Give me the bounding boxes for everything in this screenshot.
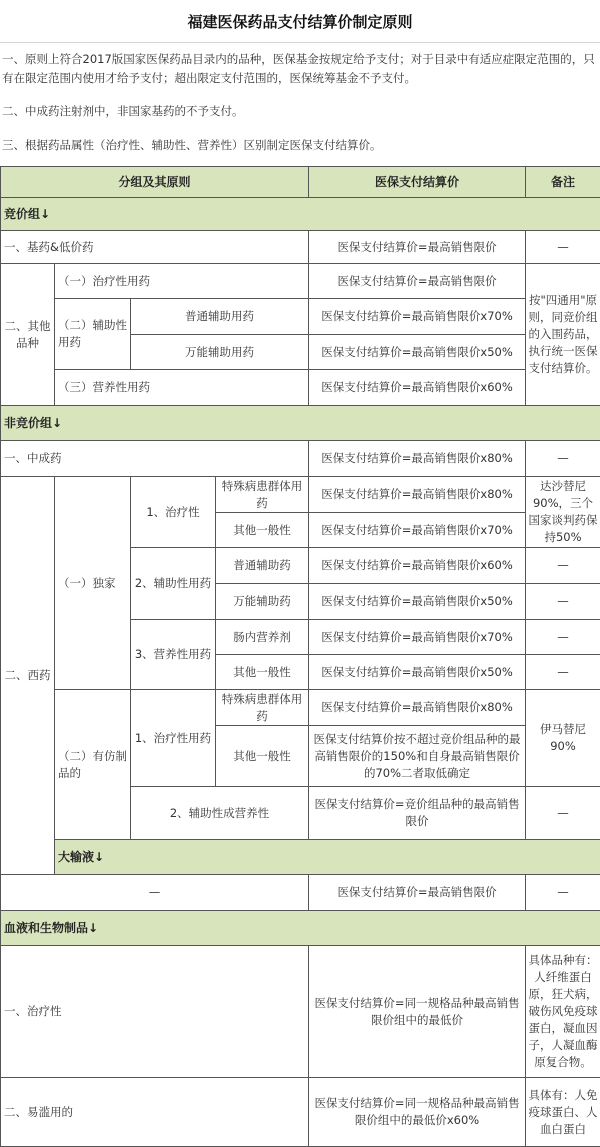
header-remark: 备注 <box>526 167 600 198</box>
row-price: 医保支付结算价=同一规格品种最高销售限价组中的最低价x60% <box>309 1078 526 1147</box>
group-row-blood <box>1 911 600 946</box>
row-label: 2、辅助性成营养性 <box>131 787 309 840</box>
row-remark: 达沙替尼90%，三个国家谈判药保持50% <box>526 477 600 548</box>
table-row <box>1 441 600 477</box>
row-label: 其他一般性 <box>216 655 309 690</box>
row-remark: — <box>526 548 600 584</box>
row-label: 二、西药 <box>1 477 55 875</box>
row-remark: — <box>526 620 600 655</box>
row-label: 特殊病患群体用药 <box>216 690 309 726</box>
row-label: 一、基药&低价药 <box>1 231 309 264</box>
table-header-row <box>1 167 600 198</box>
row-label: 其他一般性 <box>216 726 309 787</box>
row-price: 医保支付结算价按不超过竞价组品种的最高销售限价的150%和自身最高销售限价的70%二者取低确定 <box>309 726 526 787</box>
row-price: 医保支付结算价=最高销售限价 <box>309 875 526 911</box>
row-label: 其他一般性 <box>216 513 309 548</box>
group-label: 非竞价组↓ <box>1 406 600 441</box>
row-price: 医保支付结算价=最高销售限价x80% <box>309 441 526 477</box>
row-remark: — <box>526 584 600 620</box>
row-remark: 伊马替尼90% <box>526 690 600 787</box>
table-row <box>1 477 600 513</box>
intro-paragraph-2: 二、中成药注射剂中，非国家基药的不予支付。 <box>2 104 244 118</box>
row-price: 医保支付结算价=最高销售限价 <box>309 264 526 299</box>
row-remark: — <box>526 655 600 690</box>
row-price: 医保支付结算价=最高销售限价x80% <box>309 690 526 726</box>
row-remark: 具体品种有：人纤维蛋白原，狂犬病，破伤风免疫球蛋白，凝血因子，人凝血酶原复合物。 <box>526 946 600 1078</box>
row-label: — <box>1 875 309 911</box>
table-row <box>1 231 600 264</box>
row-label: （二）有仿制品的 <box>55 690 131 840</box>
row-label: 万能辅助药 <box>216 584 309 620</box>
row-remark: — <box>526 787 600 840</box>
row-label: 1、治疗性用药 <box>131 690 216 787</box>
header-settlement-price: 医保支付结算价 <box>309 167 526 198</box>
row-label: 3、营养性用药 <box>131 620 216 690</box>
row-label: 普通辅助药 <box>216 548 309 584</box>
group-row-bidding <box>1 198 600 231</box>
row-label: （二）辅助性用药 <box>55 299 131 370</box>
row-price: 医保支付结算价=最高销售限价x70% <box>309 620 526 655</box>
row-label: 普通辅助用药 <box>131 299 309 335</box>
row-label: 1、治疗性 <box>131 477 216 548</box>
group-row-infusion <box>1 840 600 875</box>
row-label: 万能辅助用药 <box>131 335 309 370</box>
pricing-table <box>0 166 600 1147</box>
row-remark: 按"四通用"原则，同竞价组的入围药品，执行统一医保支付结算价。 <box>526 264 600 406</box>
row-price: 医保支付结算价=最高销售限价x80% <box>309 477 526 513</box>
group-label: 大输液↓ <box>55 840 600 875</box>
row-label: 二、其他品种 <box>1 264 55 406</box>
group-row-non-bidding <box>1 406 600 441</box>
row-label: 特殊病患群体用药 <box>216 477 309 513</box>
page-title: 福建医保药品支付结算价制定原则 <box>0 0 600 43</box>
row-price: 医保支付结算价=最高销售限价x50% <box>309 655 526 690</box>
group-label: 血液和生物制品↓ <box>1 911 600 946</box>
row-price: 医保支付结算价=最高销售限价x50% <box>309 584 526 620</box>
header-group-principle: 分组及其原则 <box>1 167 309 198</box>
table-row <box>1 690 600 726</box>
row-label: 一、治疗性 <box>1 946 309 1078</box>
intro-paragraph-1: 一、原则上符合2017版国家医保药品目录内的品种，医保基金按规定给予支付；对于目录中有适应症限定范围的，只有在限定范围内使用才给予支付；超出限定支付范围的，医保统筹基金不予支付。 <box>2 52 595 85</box>
row-label: （一）独家 <box>55 477 131 690</box>
group-label: 竞价组↓ <box>1 198 600 231</box>
row-price: 医保支付结算价=最高销售限价x60% <box>309 370 526 406</box>
row-label: （三）营养性用药 <box>55 370 309 406</box>
intro-paragraph-3: 三、根据药品属性（治疗性、辅助性、营养性）区别制定医保支付结算价。 <box>2 138 382 152</box>
row-remark: 具体有：人免疫球蛋白、人血白蛋白 <box>526 1078 600 1147</box>
row-price: 医保支付结算价=竞价组品种的最高销售限价 <box>309 787 526 840</box>
table-row <box>1 370 600 406</box>
table-row <box>1 1078 600 1147</box>
row-remark: — <box>526 231 600 264</box>
row-label: 2、辅助性用药 <box>131 548 216 620</box>
row-price: 医保支付结算价=最高销售限价 <box>309 231 526 264</box>
row-label: 二、易滥用的 <box>1 1078 309 1147</box>
table-row <box>1 946 600 1078</box>
row-price: 医保支付结算价=最高销售限价x70% <box>309 299 526 335</box>
table-row <box>1 299 600 335</box>
row-price: 医保支付结算价=最高销售限价x60% <box>309 548 526 584</box>
row-label: 肠内营养剂 <box>216 620 309 655</box>
row-label: 一、中成药 <box>1 441 309 477</box>
row-label: （一）治疗性用药 <box>55 264 309 299</box>
table-row <box>1 264 600 299</box>
table-row <box>1 875 600 911</box>
row-price: 医保支付结算价=同一规格品种最高销售限价组中的最低价 <box>309 946 526 1078</box>
row-remark: — <box>526 875 600 911</box>
row-price: 医保支付结算价=最高销售限价x50% <box>309 335 526 370</box>
row-price: 医保支付结算价=最高销售限价x70% <box>309 513 526 548</box>
row-remark: — <box>526 441 600 477</box>
